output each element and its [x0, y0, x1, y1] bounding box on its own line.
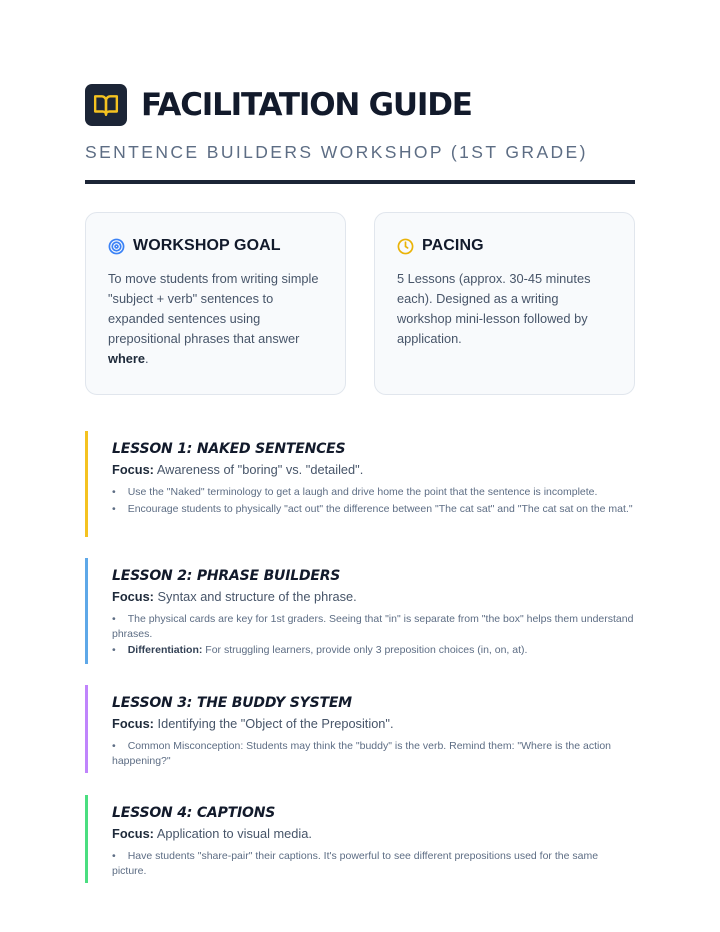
focus-text: Application to visual media. — [156, 826, 312, 841]
focus-label: Focus: — [112, 462, 154, 477]
lesson-focus — [112, 716, 635, 731]
card-body: 5 Lessons (approx. 30-45 minutes each). Designed as a writing workshop mini-lesson followed by application. — [397, 271, 591, 346]
lesson-notes — [112, 612, 635, 658]
lesson-title: LESSON 4: CAPTIONS — [112, 805, 276, 821]
goal-emphasis: where — [108, 351, 145, 366]
card-header — [397, 237, 612, 255]
list-item: • Differentiation: For struggling learners, provide only 3 preposition choices (in, on, at). — [112, 644, 528, 656]
lesson-4 — [85, 795, 635, 883]
focus-text: Awareness of "boring" vs. "detailed". — [156, 462, 364, 477]
focus-text: Syntax and structure of the phrase. — [157, 589, 357, 604]
note-text: Common Misconception: Students may think the "buddy" is the verb. Remind them: "Where is the action happening?" — [112, 740, 612, 767]
note-text: Encourage students to physically "act out" the difference between "The cat sat" and "The cat sat on the mat." — [127, 502, 633, 515]
lesson-focus — [112, 826, 635, 841]
note-strong: Differentiation: — [127, 644, 203, 656]
lesson-3 — [85, 685, 635, 773]
note-text: Have students "share-pair" their captions. It's powerful to see different prepositions used for the same picture. — [112, 850, 599, 877]
focus-label: Focus: — [112, 826, 154, 841]
lesson-title: LESSON 2: PHRASE BUILDERS — [112, 568, 341, 584]
lesson-1 — [85, 431, 635, 537]
list-item: • Have students "share-pair" their captions. It's powerful to see different prepositions used for the same picture. — [112, 850, 599, 877]
card-title: PACING — [422, 237, 484, 254]
workshop-goal-card — [85, 212, 346, 395]
note-text: For struggling learners, provide only 3 preposition choices (in, on, at). — [202, 644, 528, 656]
list-item: • Common Misconception: Students may think the "buddy" is the verb. Remind them: "Where is the action happening?" — [112, 740, 612, 767]
focus-label: Focus: — [112, 589, 154, 604]
list-item: • The physical cards are key for 1st graders. Seeing that "in" is separate from "the box" helps them understand phrases. — [112, 613, 634, 640]
logo — [85, 84, 127, 126]
lesson-focus — [112, 589, 635, 604]
note-text: The physical cards are key for 1st graders. Seeing that "in" is separate from "the box" helps them understand phrases. — [112, 613, 634, 640]
card-title: WORKSHOP GOAL — [133, 237, 281, 254]
lesson-notes — [112, 849, 635, 878]
focus-label: Focus: — [112, 716, 154, 731]
clock-icon — [397, 238, 414, 255]
list-item: • Use the "Naked" terminology to get a laugh and drive home the point that the sentence is incomplete. — [112, 486, 598, 498]
lesson-focus — [112, 462, 635, 477]
lesson-title: LESSON 3: THE BUDDY SYSTEM — [112, 695, 352, 711]
page-title: FACILITATION GUIDE — [141, 86, 472, 123]
open-book-icon — [93, 92, 119, 118]
goal-text-end: . — [145, 351, 149, 366]
header-divider — [85, 180, 635, 184]
title-row — [85, 84, 635, 126]
page-subtitle: SENTENCE BUILDERS WORKSHOP (1ST GRADE) — [85, 142, 588, 162]
lesson-2 — [85, 558, 635, 664]
list-item: • Encourage students to physically "act out" the difference between "The cat sat" and "The cat sat on the mat." — [112, 502, 633, 515]
lesson-notes — [112, 739, 635, 768]
card-body — [108, 269, 323, 369]
goal-text: To move students from writing simple "subject + verb" sentences to expanded sentences using prepositional phrases that answer — [108, 271, 319, 346]
card-header — [108, 237, 323, 255]
target-icon — [108, 238, 125, 255]
pacing-card — [374, 212, 635, 395]
note-text: Use the "Naked" terminology to get a laugh and drive home the point that the sentence is incomplete. — [127, 486, 598, 498]
focus-text: Identifying the "Object of the Preposition". — [157, 716, 394, 731]
lesson-title: LESSON 1: NAKED SENTENCES — [112, 441, 346, 457]
header — [85, 84, 635, 163]
lesson-notes — [112, 485, 635, 516]
